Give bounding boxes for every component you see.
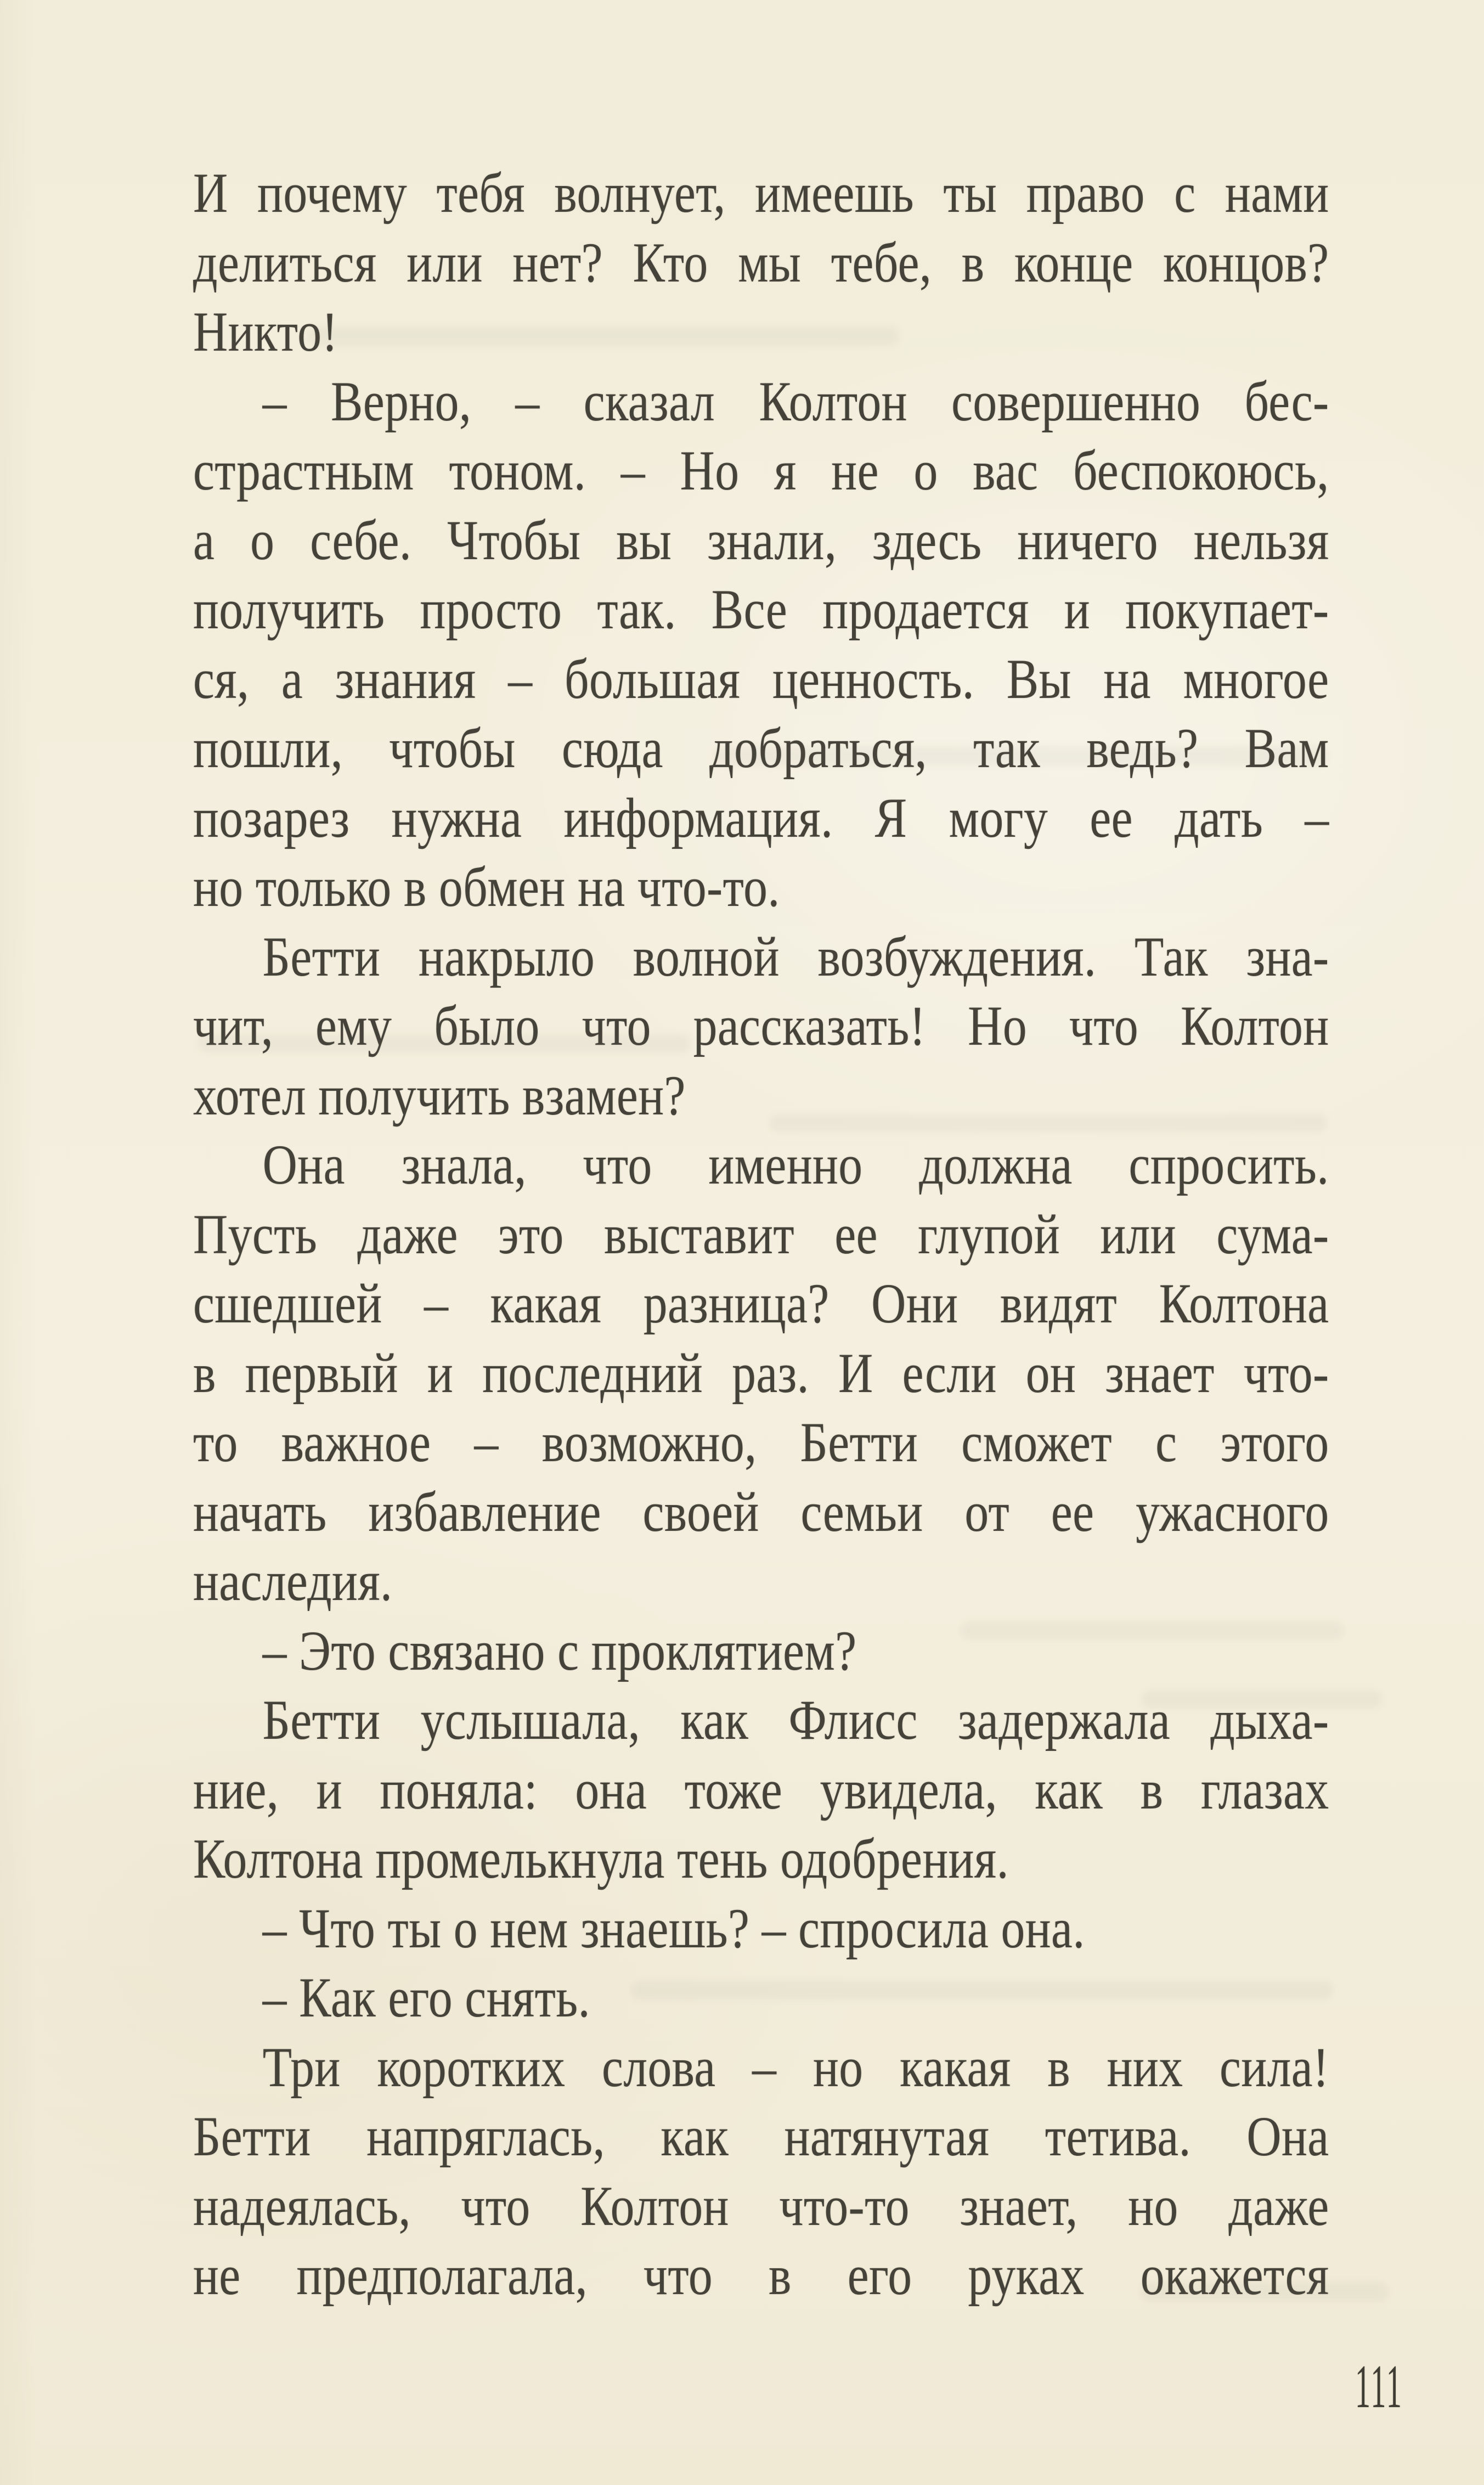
text-line: начать избавление своей семьи от ее ужасного [193,1480,1329,1543]
text-line: не предполагала, что в его руках окажется [193,2244,1329,2307]
text-line: чит, ему было что рассказать! Но что Колтон [193,995,1329,1057]
text-line: наследия. [193,1550,393,1613]
text-line: И почему тебя волнует, имеешь ты право с нами [193,162,1329,224]
text-line: Колтона промелькнула тень одобрения. [193,1828,1009,1890]
text-line: но только в обмен на что-то. [193,856,780,919]
text-line: Никто! [193,301,338,363]
text-line: ся, а знания – большая ценность. Вы на многое [193,647,1329,711]
text-line: получить просто так. Все продается и покупает- [193,578,1329,641]
body-text [193,159,1329,2311]
text-line: – Как его снять. [262,1966,590,2029]
text-line: сшедшей – какая разница? Они видят Колтона [193,1272,1329,1335]
text-line: позарез нужна информация. Я могу ее дать – [193,786,1329,849]
text-line: Три коротких слова – но какая в них сила! [262,2036,1329,2099]
text-line: Пусть даже это выставит ее глупой или сума- [193,1203,1329,1266]
page-number: 111 [1355,2353,1403,2421]
text-line: Она знала, что именно должна спросить. [262,1134,1329,1196]
text-line: – Верно, – сказал Колтон совершенно бес- [262,370,1329,433]
text-line: ние, и поняла: она тоже увидела, как в глазах [193,1758,1329,1821]
text-line: Бетти напряглась, как натянутая тетива. Она [193,2105,1329,2168]
text-line: Бетти накрыло волной возбуждения. Так зна- [262,925,1329,988]
text-line: то важное – возможно, Бетти сможет с этого [193,1411,1329,1474]
text-line: – Это связано с проклятием? [262,1619,857,1682]
text-line: пошли, чтобы сюда добраться, так ведь? Вам [193,717,1329,780]
text-line: делиться или нет? Кто мы тебе, в конце концов? [193,231,1329,294]
text-line: надеялась, что Колтон что-то знает, но даже [193,2174,1329,2238]
text-line: а о себе. Чтобы вы знали, здесь ничего нельзя [193,509,1329,572]
text-line: страстным тоном. – Но я не о вас беспокоюсь, [193,439,1329,502]
text-line: – Что ты о нем знаешь? – спросила она. [262,1897,1085,1960]
text-line: в первый и последний раз. И если он знает что- [193,1342,1329,1405]
text-line: хотел получить взамен? [193,1064,686,1127]
text-line: Бетти услышала, как Флисс задержала дыха- [262,1689,1329,1751]
